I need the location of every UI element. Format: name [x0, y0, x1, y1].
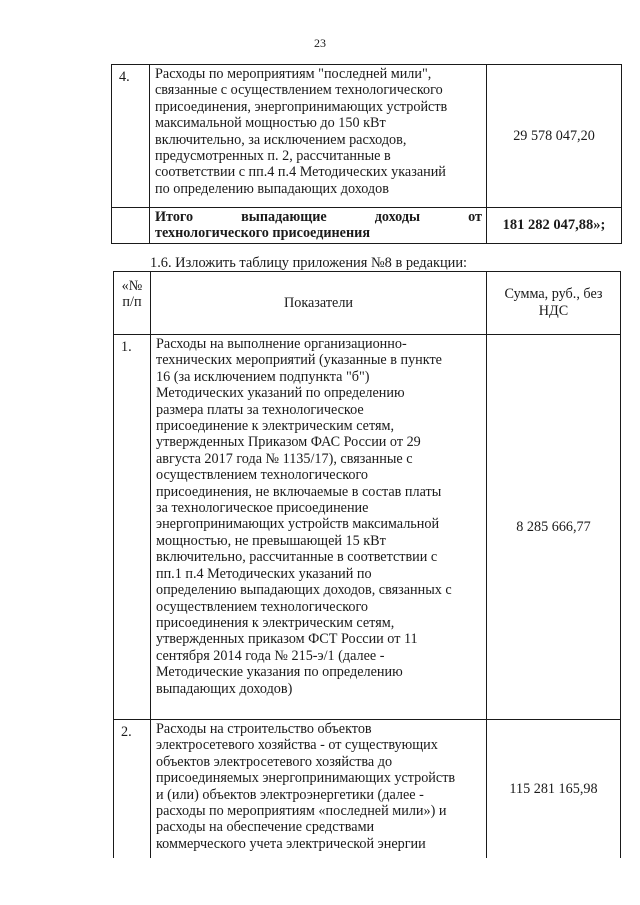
text-line: расходы по мероприятиям «последней мили») и: [156, 803, 447, 820]
text-line: присоединения к электрическим сетям,: [156, 614, 395, 631]
word: выпадающие: [241, 209, 327, 225]
text-line: утвержденных Приказом ФАС России от 29: [156, 434, 421, 451]
text-line: выпадающих доходов): [156, 680, 293, 697]
header-sum-line1: Сумма, руб., без: [504, 286, 603, 302]
row-number-empty: [112, 208, 150, 244]
text-line: размера платы за технологическое: [156, 401, 364, 418]
text-line: присоединение к электрическим сетям,: [156, 418, 395, 435]
text-line: Методические указания по определению: [156, 664, 403, 681]
continued-table: [111, 64, 622, 244]
table-row: [114, 335, 621, 720]
text-line: мощностью, не превышающей 15 кВт: [156, 532, 386, 549]
table-row: [114, 720, 621, 859]
text-line: Расходы на строительство объектов: [156, 721, 372, 737]
row-description: [151, 720, 487, 859]
row-value: 29 578 047,20: [487, 65, 622, 208]
text-line: Расходы на выполнение организационно-: [156, 336, 407, 352]
text-line: присоединения, не включаемые в состав платы: [156, 483, 442, 500]
word: от: [468, 209, 482, 225]
page-number: 23: [314, 36, 326, 50]
text-line: утвержденных приказом ФСТ России от 11: [156, 631, 418, 648]
total-label-line1: [155, 209, 482, 225]
text-line: определению выпадающих доходов, связанных с: [156, 582, 452, 599]
total-label-line2: технологического присоединения: [155, 225, 370, 241]
text-line: присоединяемых энергопринимающих устройств: [156, 770, 456, 787]
text-line: объектов электросетевого хозяйства до: [156, 753, 393, 770]
appendix-8-table: [113, 271, 621, 858]
header-number-line1: «№: [121, 278, 143, 294]
text-line: осуществлением технологического: [156, 598, 369, 615]
text-line: пп.1 п.4 Методических указаний по: [156, 565, 372, 582]
text-line: за технологическое присоединение: [156, 500, 369, 517]
table-row: [112, 65, 622, 208]
text-line: 16 (за исключением подпункта "б"): [156, 368, 370, 385]
header-number: [114, 272, 151, 335]
header-sum-line2: НДС: [538, 303, 569, 319]
word: Итого: [155, 209, 194, 225]
text-line: сентября 2014 года № 215-э/1 (далее -: [156, 647, 385, 664]
total-row: [112, 208, 622, 244]
text-line: включительно, рассчитанные в соответствии с: [156, 549, 438, 566]
row-description: [151, 335, 487, 720]
text-line: электросетевого хозяйства - от существующих: [156, 737, 438, 754]
text-line: связанные с осуществлением технологического: [155, 82, 443, 99]
text-line: предусмотренных п. 2, рассчитанные в: [155, 148, 391, 165]
table-header-row: [114, 272, 621, 335]
text-line: присоединения, энергопринимающих устройств: [155, 98, 448, 115]
text-line: Расходы по мероприятиям "последней мили",: [155, 66, 432, 82]
text-line: августа 2017 года № 1135/17), связанные с: [156, 450, 413, 467]
row-number: 4.: [112, 65, 150, 208]
text-line: осуществлением технологического: [156, 467, 369, 484]
header-indicators: Показатели: [151, 272, 487, 335]
word: доходы: [374, 209, 421, 225]
header-sum: [487, 272, 621, 335]
total-label: [150, 208, 487, 244]
row-number: 2.: [114, 720, 151, 859]
text-line: соответствии с пп.4 п.4 Методических указаний: [155, 164, 446, 181]
section-heading: 1.6. Изложить таблицу приложения №8 в редакции:: [150, 255, 468, 271]
text-line: включительно, за исключением расходов,: [155, 131, 407, 148]
row-number: 1.: [114, 335, 151, 720]
text-line: по определению выпадающих доходов: [155, 180, 389, 197]
row-value: 8 285 666,77: [487, 335, 621, 720]
header-number-line2: п/п: [122, 294, 142, 310]
total-value: 181 282 047,88»;: [487, 208, 622, 244]
text-line: и (или) объектов электроэнергетики (далее -: [156, 786, 424, 803]
text-line: максимальной мощностью до 150 кВт: [155, 115, 386, 132]
text-line: энергопринимающих устройств максимальной: [156, 516, 440, 533]
row-description: [150, 65, 487, 208]
row-value: 115 281 165,98: [487, 720, 621, 859]
text-line: коммерческого учета электрической энергии: [156, 835, 426, 852]
text-line: расходы на обеспечение средствами: [156, 819, 375, 836]
text-line: технических мероприятий (указанные в пункте: [156, 352, 442, 369]
text-line: Методических указаний по определению: [156, 385, 405, 402]
